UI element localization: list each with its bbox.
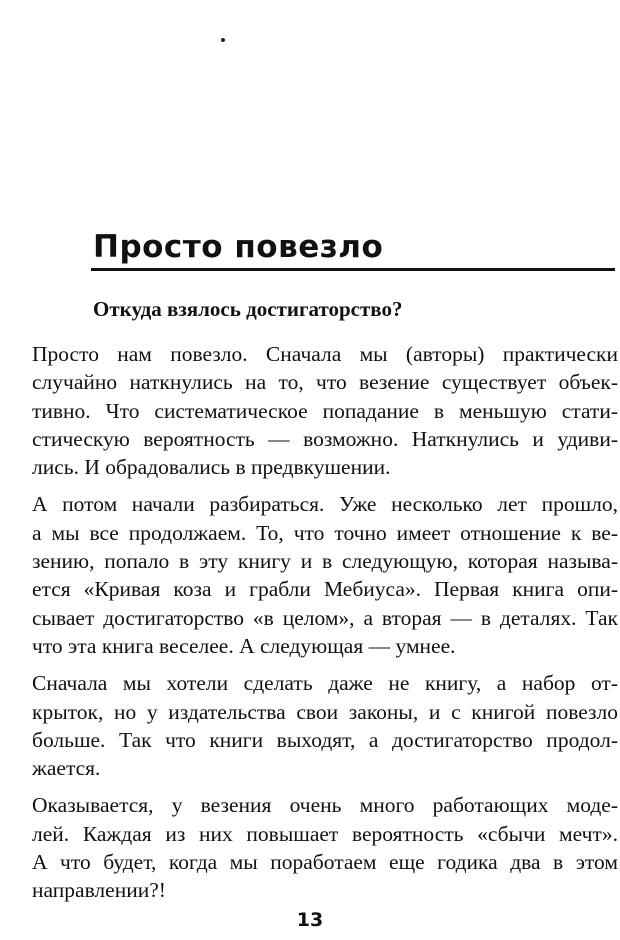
title-underline	[91, 268, 615, 271]
text-line: Оказывается, у везения очень много работающих моде-	[32, 793, 618, 818]
text-line: лись. И обрадовались в предвкушении.	[32, 455, 391, 480]
paragraph	[32, 340, 618, 481]
text-line: Сначала мы хотели сделать даже не книгу, а набор от-	[32, 671, 618, 696]
text-line: ется «Кривая коза и грабли Мебиуса». Первая книга опи-	[32, 577, 618, 602]
text-line: зению, попало в эту книгу и в следующую, которая называ-	[32, 549, 618, 574]
text-line: больше. Так что книги выходят, а достигаторство продол-	[32, 727, 618, 752]
text-line: а мы все продолжаем. То, что точно имеет отношение к ве-	[32, 520, 618, 545]
text-line: лей. Каждая из них повышает вероятность «сбычи мечт».	[32, 821, 618, 846]
text-line: что эта книга веселее. А следующая — умнее.	[32, 633, 456, 658]
text-line: направлении?!	[32, 878, 166, 903]
text-line: стическую вероятность — возможно. Наткнулись и удиви-	[32, 426, 618, 451]
paragraph	[32, 791, 618, 904]
text-line: случайно наткнулись на то, что везение существует объек-	[32, 370, 618, 395]
chapter-title: Просто повезло	[93, 229, 384, 265]
text-line: А потом начали разбираться. Уже несколько лет прошло,	[32, 492, 618, 517]
text-line: А что будет, когда мы поработаем еще годика два в этом	[32, 850, 618, 875]
text-line: жается.	[32, 756, 101, 781]
stray-dot	[221, 38, 225, 42]
section-subtitle: Откуда взялось достигаторство?	[93, 297, 403, 321]
page-number: 13	[296, 909, 324, 931]
text-line: крыток, но у издательства свои законы, и с книгой повезло	[32, 699, 618, 724]
paragraph	[32, 490, 618, 660]
text-line: Просто нам повезло. Сначала мы (авторы) практически	[32, 342, 618, 366]
text-line: сывает достигаторство «в целом», а вторая — в деталях. Так	[32, 605, 618, 630]
paragraph	[32, 669, 618, 782]
body-text	[32, 340, 618, 914]
text-line: тивно. Что систематическое попадание в меньшую стати-	[32, 398, 618, 423]
